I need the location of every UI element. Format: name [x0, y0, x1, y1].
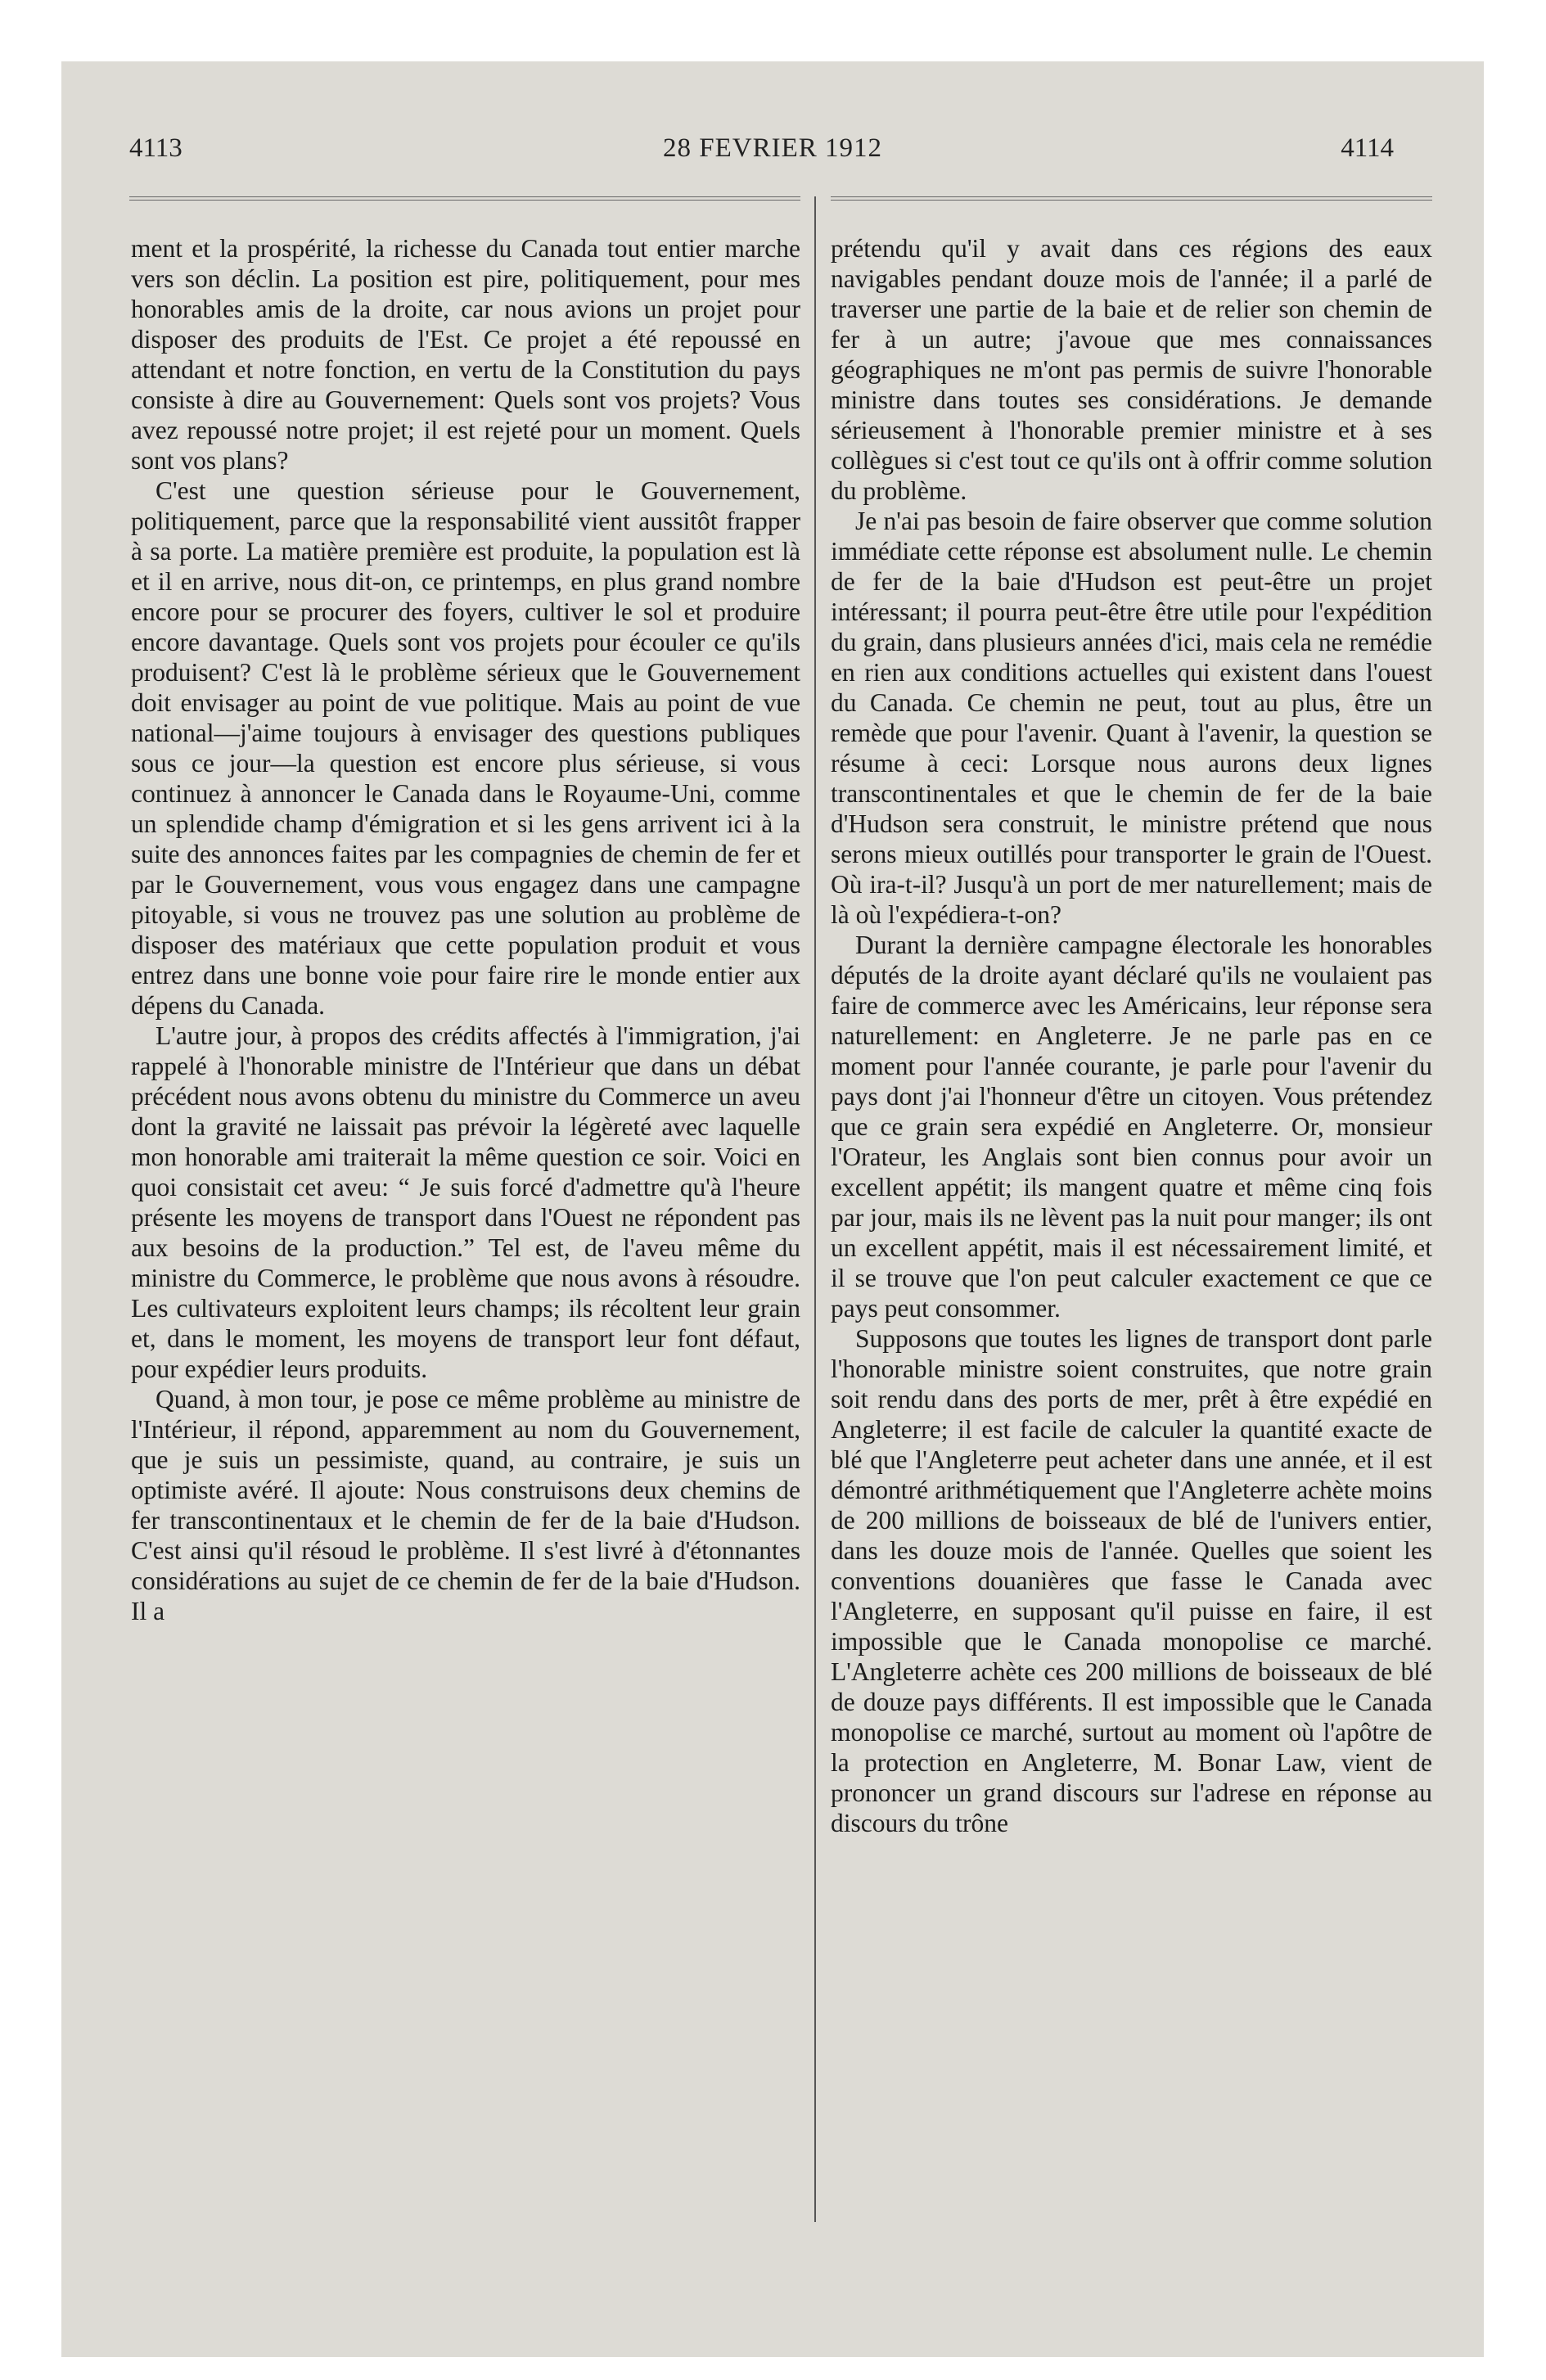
paragraph: C'est une question sérieuse pour le Gouvernement, politiquement, parce que la responsabilité vient aussitôt frapper à sa porte. La matière première est produite, la population est là et il en arrive, nous dit-on, ce printemps, en plus grand nombre encore pour se procurer des foyers, cultiver le sol et produire encore davantage. Quels sont vos projets pour écouler ce qu'ils produisent? C'est là le problème sérieux que le Gouvernement doit envisager au point de vue politique. Mais au point de vue national—j'aime toujours à envisager des questions publiques sous ce jour—la question est encore plus sérieuse, si vous continuez à annoncer le Canada dans le Royaume-Uni, comme un splendide champ d'émigration et si les gens arrivent ici à la suite des annonces faites par les compagnies de chemin de fer et par le Gouvernement, vous vous engagez dans une campagne pitoyable, si vous ne trouvez pas une solution au problème de disposer des matériaux que cette population produit et vous entrez dans une bonne voie pour faire rire le monde entier aux dépens du Canada. [131, 476, 800, 1020]
header-rule-right [831, 196, 1432, 201]
paragraph: L'autre jour, à propos des crédits affectés à l'immigration, j'ai rappelé à l'honorable ministre de l'Intérieur que dans un débat précédent nous avons obtenu du ministre du Commerce un aveu dont la gravité ne laissait pas prévoir la légèreté avec laquelle mon honorable ami traiterait la même question ce soir. Voici en quoi consistait cet aveu: “ Je suis forcé d'admettre qu'à l'heure présente les moyens de transport dans l'Ouest ne répondent pas aux besoins de la production.” Tel est, de l'aveu même du ministre du Commerce, le problème que nous avons à résoudre. Les cultivateurs exploitent leurs champs; ils récoltent leur grain et, dans le moment, les moyens de transport leur font défaut, pour expédier leurs produits. [131, 1021, 800, 1383]
paragraph: Je n'ai pas besoin de faire observer que comme solution immédiate cette réponse est absolument nulle. Le chemin de fer de la baie d'Hudson est peut-être un projet intéressant; il pourra peut-être être utile pour l'expédition du grain, dans plusieurs années d'ici, mais cela ne remédie en rien aux conditions actuelles qui existent dans l'ouest du Canada. Ce chemin ne peut, tout au plus, être un remède que pour l'avenir. Quant à l'avenir, la question se résume à ceci: Lorsque nous aurons deux lignes transcontinentales et que le chemin de fer de la baie d'Hudson sera construit, le ministre prétend que nous serons mieux outillés pour transporter le grain de l'Ouest. Où ira-t-il? Jusqu'à un port de mer naturellement; mais de là où l'expédiera-t-on? [831, 507, 1432, 929]
paragraph: Durant la dernière campagne électorale les honorables députés de la droite ayant déclaré qu'ils ne voulaient pas faire de commerce avec les Américains, leur réponse sera naturellement: en Angleterre. Je ne parle pas en ce moment pour l'année courante, je parle pour l'avenir du pays dont j'ai l'honneur d'être un citoyen. Vous prétendez que ce grain sera expédié en Angleterre. Or, monsieur l'Orateur, les Anglais sont bien connus pour avoir un excellent appétit; ils mangent quatre et même cinq fois par jour, mais ils ne lèvent pas la nuit pour manger; ils ont un excellent appétit, mais il est nécessairement limité, et il se trouve que l'on peut calculer exactement ce que ce pays peut consommer. [831, 931, 1432, 1323]
right-page-number: 4114 [1341, 133, 1394, 163]
column-divider [814, 196, 816, 2222]
paragraph: Supposons que toutes les lignes de transport dont parle l'honorable ministre soient construites, que notre grain soit rendu dans des ports de mer, prêt à être expédié en Angleterre; il est facile de calculer la quantité exacte de blé que l'Angleterre peut acheter dans une année, et il est démontré arithmétiquement que l'Angleterre achète moins de 200 millions de boisseaux de blé de l'univers entier, dans les douze mois de l'année. Quelles que soient les conventions douanières que fasse le Canada avec l'Angleterre, en supposant qu'il puisse en faire, il est impossible que le Canada monopolise ce marché. L'Angleterre achète ces 200 millions de boisseaux de blé de douze pays différents. Il est impossible que le Canada monopolise ce marché, surtout au moment où l'apôtre de la protection en Angleterre, M. Bonar Law, vient de prononcer un grand discours sur l'adrese en réponse au discours du trône [831, 1324, 1432, 1837]
header-rule-left [129, 196, 800, 201]
page-date: 28 FEVRIER 1912 [662, 133, 882, 163]
right-column [831, 233, 1432, 1838]
page-header [61, 133, 1484, 183]
left-column [131, 233, 800, 1626]
scanned-page [61, 61, 1484, 2357]
left-page-number: 4113 [129, 133, 183, 163]
paragraph: ment et la prospérité, la richesse du Canada tout entier marche vers son déclin. La position est pire, politiquement, pour mes honorables amis de la droite, car nous avions un projet pour disposer des produits de l'Est. Ce projet a été repoussé en attendant et notre fonction, en vertu de la Constitution du pays consiste à dire au Gouvernement: Quels sont vos projets? Vous avez repoussé notre projet; il est rejeté pour un moment. Quels sont vos plans? [131, 234, 800, 475]
paragraph: prétendu qu'il y avait dans ces régions des eaux navigables pendant douze mois de l'année; il a parlé de traverser une partie de la baie et de relier son chemin de fer à un autre; j'avoue que mes connaissances géographiques ne m'ont pas permis de suivre l'honorable ministre dans toutes ses considérations. Je demande sérieusement à l'honorable premier ministre et à ses collègues si c'est tout ce qu'ils ont à offrir comme solution du problème. [831, 234, 1432, 505]
paragraph: Quand, à mon tour, je pose ce même problème au ministre de l'Intérieur, il répond, apparemment au nom du Gouvernement, que je suis un pessimiste, quand, au contraire, je suis un optimiste avéré. Il ajoute: Nous construisons deux chemins de fer transcontinentaux et le chemin de fer de la baie d'Hudson. C'est ainsi qu'il résoud le problème. Il s'est livré à d'étonnantes considérations au sujet de ce chemin de fer de la baie d'Hudson. Il a [131, 1385, 800, 1625]
